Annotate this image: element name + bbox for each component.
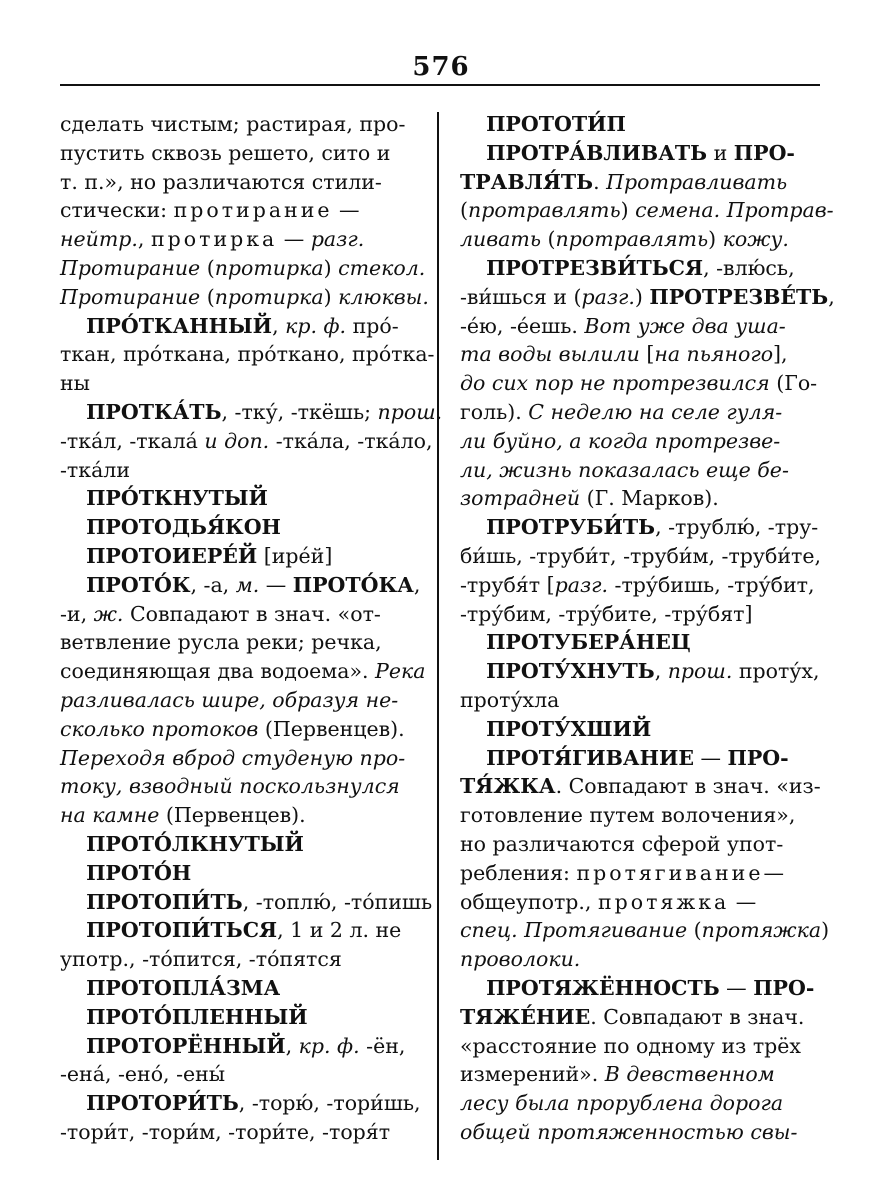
text-segment: (: [200, 284, 215, 309]
text-segment: -тка́ли: [60, 457, 130, 482]
text-line: [60, 456, 420, 485]
text-line: [460, 888, 820, 917]
headword: ПРОТУ́ХШИЙ: [486, 716, 652, 741]
text-line: [60, 628, 420, 657]
spaced-term: протяжка: [597, 889, 730, 914]
text-segment: [60, 544, 86, 568]
text-line: [60, 110, 420, 139]
italic-text: Переходя вброд студеную про-: [60, 745, 406, 770]
text-segment: измерений».: [460, 1062, 605, 1087]
headword: ПРОТО́Н: [86, 860, 192, 885]
text-segment: [460, 717, 486, 741]
text-line: [460, 801, 820, 830]
text-segment: (Го-: [769, 371, 818, 396]
text-segment: стически:: [60, 198, 174, 223]
text-segment: —: [332, 198, 360, 223]
italic-text: ливать: [460, 227, 542, 252]
headword: ПРОТЯ́ГИВАНИЕ: [486, 745, 694, 770]
text-segment: ткан, про́ткана, про́ткано, про́ткa-: [60, 342, 435, 367]
text-segment: пустить сквозь решето, сито и: [60, 140, 391, 165]
text-line: [460, 484, 820, 513]
text-segment: , -а,: [190, 572, 236, 597]
text-line: [60, 340, 435, 369]
italic-text: стекол.: [338, 255, 426, 280]
text-line: [460, 456, 820, 485]
text-segment: [460, 112, 486, 136]
text-segment: ): [634, 284, 650, 309]
text-segment: но различаются сферой упот-: [460, 831, 784, 856]
headword: ПРОТРУБИ́ТЬ: [486, 515, 656, 540]
text-segment: ,: [285, 1033, 299, 1058]
text-segment: -ён,: [359, 1033, 406, 1058]
text-segment: [60, 515, 86, 539]
headword: ПРОТРЕЗВИ́ТЬСЯ: [486, 255, 704, 280]
italic-text: ли, жизнь показалась еще бе-: [460, 457, 789, 482]
text-segment: Совпадают в знач. «от-: [123, 601, 381, 626]
italic-text: разг.: [310, 227, 365, 252]
text-segment: [60, 314, 86, 338]
italic-text: до сих пор не протрезвился: [460, 371, 770, 396]
italic-text: нейтр.: [60, 227, 138, 252]
text-line: [460, 254, 820, 283]
text-line: [460, 225, 820, 254]
text-segment: [60, 832, 86, 856]
italic-text: Вот уже два уша-: [584, 313, 786, 338]
text-segment: (: [687, 918, 702, 943]
text-segment: про́-: [346, 313, 399, 338]
text-line: [460, 1118, 820, 1147]
text-segment: [60, 1005, 86, 1029]
text-segment: ветвление русла реки; речка,: [60, 630, 382, 655]
text-segment: общеупотр.,: [460, 889, 598, 914]
text-segment: ,: [413, 572, 421, 597]
text-segment: —: [763, 860, 784, 885]
text-segment: , -трублю́, -тру-: [655, 515, 819, 540]
text-segment: ): [620, 198, 636, 223]
text-segment: [60, 1034, 86, 1058]
headword: ПРОТО́К: [86, 572, 191, 597]
text-line: [60, 859, 420, 888]
headword: ПРОТО́КА: [292, 572, 414, 597]
italic-text: кр. ф.: [298, 1033, 360, 1058]
italic-text: Протирание: [60, 284, 201, 309]
italic-text: Река: [375, 659, 426, 684]
text-segment: ,: [137, 227, 151, 252]
text-segment: -тка́л, -ткала́: [60, 428, 205, 453]
text-line: [460, 628, 820, 657]
text-line: [60, 398, 443, 427]
text-segment: голь).: [460, 399, 529, 424]
italic-text: ж.: [93, 601, 124, 626]
text-line: [60, 657, 426, 686]
headword: ПРОТУБЕРА́НЕЦ: [486, 630, 691, 655]
text-segment: сделать чистым; растирая, про-: [60, 112, 406, 136]
text-line: [460, 1060, 820, 1089]
headword: ПРО-: [727, 745, 789, 770]
text-segment: (Первенцев).: [258, 716, 405, 741]
text-line: [60, 916, 420, 945]
text-line: [60, 1003, 420, 1032]
text-line: [460, 340, 820, 369]
text-line: [460, 312, 820, 341]
italic-text: протяжка: [701, 918, 822, 943]
italic-text: ли буйно, а когда протрезве-: [460, 428, 781, 453]
text-segment: ребления:: [460, 860, 577, 885]
text-segment: (: [460, 198, 468, 223]
text-segment: , -тку́, -ткёшь;: [221, 399, 378, 424]
text-line: [460, 369, 820, 398]
italic-text: общей протяженностью свы-: [460, 1119, 798, 1144]
text-segment: [60, 976, 86, 1000]
text-line: [60, 772, 420, 801]
italic-text: Протравливать: [606, 169, 788, 194]
text-segment: (Г. Марков).: [580, 486, 719, 511]
text-segment: -ена́, -ено́, -ены́: [60, 1062, 226, 1087]
page-number: 576: [412, 52, 470, 82]
italic-text: В девственном: [604, 1062, 775, 1087]
italic-text: лесу была прорублена дорога: [460, 1091, 784, 1116]
text-segment: —: [729, 889, 757, 914]
text-segment: —: [259, 572, 293, 597]
text-segment: (: [200, 255, 215, 280]
italic-text: прош.: [667, 659, 733, 684]
text-line: [60, 830, 420, 859]
headword: ТРАВЛЯ́ТЬ: [460, 169, 594, 194]
italic-text: Протягивание: [524, 918, 688, 943]
text-line: [60, 254, 426, 283]
headword: ПРО́ТКНУТЫЙ: [86, 486, 268, 511]
spaced-term: протирка: [150, 227, 278, 252]
text-line: [460, 859, 820, 888]
headword: ПРО-: [733, 140, 795, 165]
text-line: [60, 168, 420, 197]
italic-text: та воды вылили: [460, 342, 640, 367]
text-line: [60, 744, 420, 773]
text-segment: ,: [272, 313, 286, 338]
text-segment: [460, 256, 486, 280]
text-segment: [60, 486, 86, 510]
headword: ПРОТОДЬЯ́КОН: [86, 515, 281, 540]
text-line: [60, 1118, 420, 1147]
italic-text: протравлять: [555, 227, 709, 252]
text-segment: , -влю́сь,: [703, 255, 795, 280]
text-segment: , -торю́, -тори́шь,: [238, 1091, 421, 1116]
headword: ПРОТОТИ́П: [486, 112, 626, 136]
spaced-term: протягивание: [576, 860, 764, 885]
text-segment: -тру́бим, -тру́бите, -тру́бят]: [460, 601, 753, 626]
text-segment: «расстояние по одному из трёх: [460, 1033, 801, 1058]
text-segment: би́шь, -труби́т, -труби́м, -труби́те,: [460, 543, 821, 568]
text-line: [60, 571, 420, 600]
text-line: [460, 945, 820, 974]
text-line: [460, 974, 820, 1003]
text-line: [60, 369, 420, 398]
text-line: [460, 600, 820, 629]
text-segment: -и,: [60, 601, 94, 626]
italic-text: Протирание: [60, 255, 201, 280]
text-segment: ,: [654, 659, 668, 684]
headword: ПРОТО́ЛКНУТЫЙ: [86, 831, 304, 856]
italic-text: кр. ф.: [285, 313, 347, 338]
italic-text: клюквы.: [338, 284, 429, 309]
text-segment: употр., -то́пится, -то́пятся: [60, 947, 342, 972]
text-line: [460, 1089, 820, 1118]
text-segment: готовление путем волочения»,: [460, 803, 796, 828]
italic-text: протравлять: [468, 198, 621, 223]
text-segment: ): [708, 227, 723, 252]
text-segment: [460, 630, 486, 654]
italic-text: протирка: [214, 284, 324, 309]
text-line: [460, 196, 834, 225]
headword: ПРОТОИЕРЕ́Й: [86, 543, 258, 568]
text-segment: проту́х,: [732, 659, 820, 684]
italic-text: спец.: [460, 918, 518, 943]
text-segment: [460, 515, 486, 539]
text-segment: [60, 861, 86, 885]
text-line: [460, 715, 820, 744]
headword: ПРОТЯЖЁННОСТЬ: [486, 975, 720, 1000]
text-segment: [60, 400, 86, 424]
headword: ПРОТРЕЗВЕ́ТЬ: [649, 284, 829, 309]
spaced-term: протирание: [173, 198, 333, 223]
headword: ПРОТОРИ́ТЬ: [86, 1091, 239, 1116]
text-segment: [460, 141, 486, 165]
text-line: [460, 744, 820, 773]
headword: ПРОТОРЁННЫЙ: [86, 1033, 286, 1058]
headword: ПРОТОПИ́ТЬСЯ: [86, 918, 278, 943]
text-line: [460, 1032, 820, 1061]
text-line: [60, 283, 429, 312]
italic-text: разг.: [554, 572, 608, 597]
text-line: [460, 168, 820, 197]
text-segment: (: [541, 227, 556, 252]
text-segment: . Совпадают в знач. «из-: [555, 774, 821, 799]
italic-text: разг.: [581, 284, 635, 309]
text-segment: [60, 573, 86, 597]
text-segment: ны: [60, 371, 90, 396]
text-line: [60, 801, 420, 830]
text-segment: —: [693, 745, 728, 770]
italic-text: прош.: [377, 399, 443, 424]
italic-text: току, взводный поскользнулся: [60, 774, 400, 799]
headword: ПРОТРА́ВЛИВАТЬ: [486, 140, 708, 165]
text-segment: -тори́т, -тори́м, -тори́те, -торя́т: [60, 1119, 391, 1144]
text-segment: [460, 659, 486, 683]
headword: ПРО-: [753, 975, 815, 1000]
text-line: [460, 1003, 820, 1032]
italic-text: на пьяного: [654, 342, 774, 367]
text-line: [60, 1089, 420, 1118]
italic-text: проволоки.: [460, 947, 581, 972]
text-line: [60, 1060, 420, 1089]
headword: ПРОТОПИ́ТЬ: [86, 889, 243, 914]
text-segment: (Первенцев).: [159, 803, 306, 828]
text-line: [60, 139, 420, 168]
text-line: [60, 686, 420, 715]
headword: ТЯ́ЖКА: [460, 774, 556, 799]
text-segment: [460, 746, 486, 770]
text-line: [460, 772, 820, 801]
text-segment: [60, 890, 86, 914]
text-line: [60, 888, 433, 917]
text-line: [460, 139, 820, 168]
text-segment: ): [323, 255, 339, 280]
text-line: [460, 571, 820, 600]
text-segment: —: [719, 975, 754, 1000]
text-segment: -ви́шься и (: [460, 284, 582, 309]
headword: ПРОТКА́ТЬ: [86, 399, 222, 424]
text-segment: —: [277, 227, 311, 252]
italic-text: на камне: [60, 803, 160, 828]
right-column: [460, 110, 835, 1147]
text-line: [460, 398, 820, 427]
text-segment: [460, 976, 486, 1000]
text-segment: ,: [828, 284, 835, 309]
text-line: [60, 427, 433, 456]
text-segment: ],: [773, 342, 788, 367]
text-line: [60, 715, 420, 744]
text-line: [460, 686, 820, 715]
text-line: [60, 974, 420, 1003]
italic-text: семена. Протрав-: [635, 198, 834, 223]
text-line: [60, 945, 420, 974]
text-segment: и: [707, 140, 734, 165]
text-line: [460, 830, 820, 859]
text-segment: [60, 1091, 86, 1115]
italic-text: м.: [235, 572, 260, 597]
text-segment: ): [821, 918, 830, 943]
text-line: [460, 916, 830, 945]
headword: ПРО́ТКАННЫЙ: [86, 313, 273, 338]
text-segment: ): [323, 284, 339, 309]
header-rule: [60, 84, 820, 86]
text-segment: проту́хла: [460, 687, 560, 712]
text-line: [60, 196, 420, 225]
text-segment: , -топлю́, -то́пишь: [242, 889, 433, 914]
text-segment: [: [639, 342, 655, 367]
text-segment: -е́ю, -е́ешь.: [460, 313, 585, 338]
headword: ПРОТУ́ХНУТЬ: [486, 659, 655, 684]
text-line: [60, 484, 420, 513]
headword: ПРОТОПЛА́ЗМА: [86, 975, 281, 1000]
text-line: [60, 1032, 420, 1061]
text-line: [60, 312, 420, 341]
italic-text: разливалась шире, образуя не-: [60, 687, 399, 712]
italic-text: С неделю на селе гуля-: [528, 399, 783, 424]
text-line: [460, 427, 820, 456]
text-line: [60, 600, 420, 629]
text-segment: -тру́бишь, -тру́бит,: [608, 572, 815, 597]
italic-text: сколько протоков: [60, 716, 259, 741]
column-divider: [437, 112, 439, 1160]
italic-text: зотрадней: [460, 486, 581, 511]
left-column: [60, 110, 443, 1147]
text-segment: , 1 и 2 л. не: [277, 918, 402, 943]
text-segment: -трубя́т [: [460, 572, 555, 597]
text-segment: .: [593, 169, 607, 194]
text-line: [460, 110, 820, 139]
text-line: [460, 542, 820, 571]
text-segment: . Совпадают в знач.: [590, 1004, 805, 1029]
italic-text: кожу.: [722, 227, 789, 252]
text-segment: [60, 918, 86, 942]
text-line: [60, 513, 420, 542]
headword: ПРОТО́ПЛЕННЫЙ: [86, 1004, 308, 1029]
text-line: [460, 283, 835, 312]
text-segment: т. п.», но различаются стили-: [60, 169, 382, 194]
text-line: [60, 225, 420, 254]
text-line: [60, 542, 420, 571]
text-segment: соединяющая два водоема».: [60, 659, 376, 684]
headword: ТЯЖЕ́НИЕ: [460, 1004, 591, 1029]
text-segment: -тка́ла, -тка́ло,: [269, 428, 433, 453]
text-line: [460, 513, 820, 542]
italic-text: протирка: [214, 255, 324, 280]
text-segment: [ирéй]: [257, 543, 333, 568]
text-line: [460, 657, 820, 686]
italic-text: и доп.: [204, 428, 270, 453]
